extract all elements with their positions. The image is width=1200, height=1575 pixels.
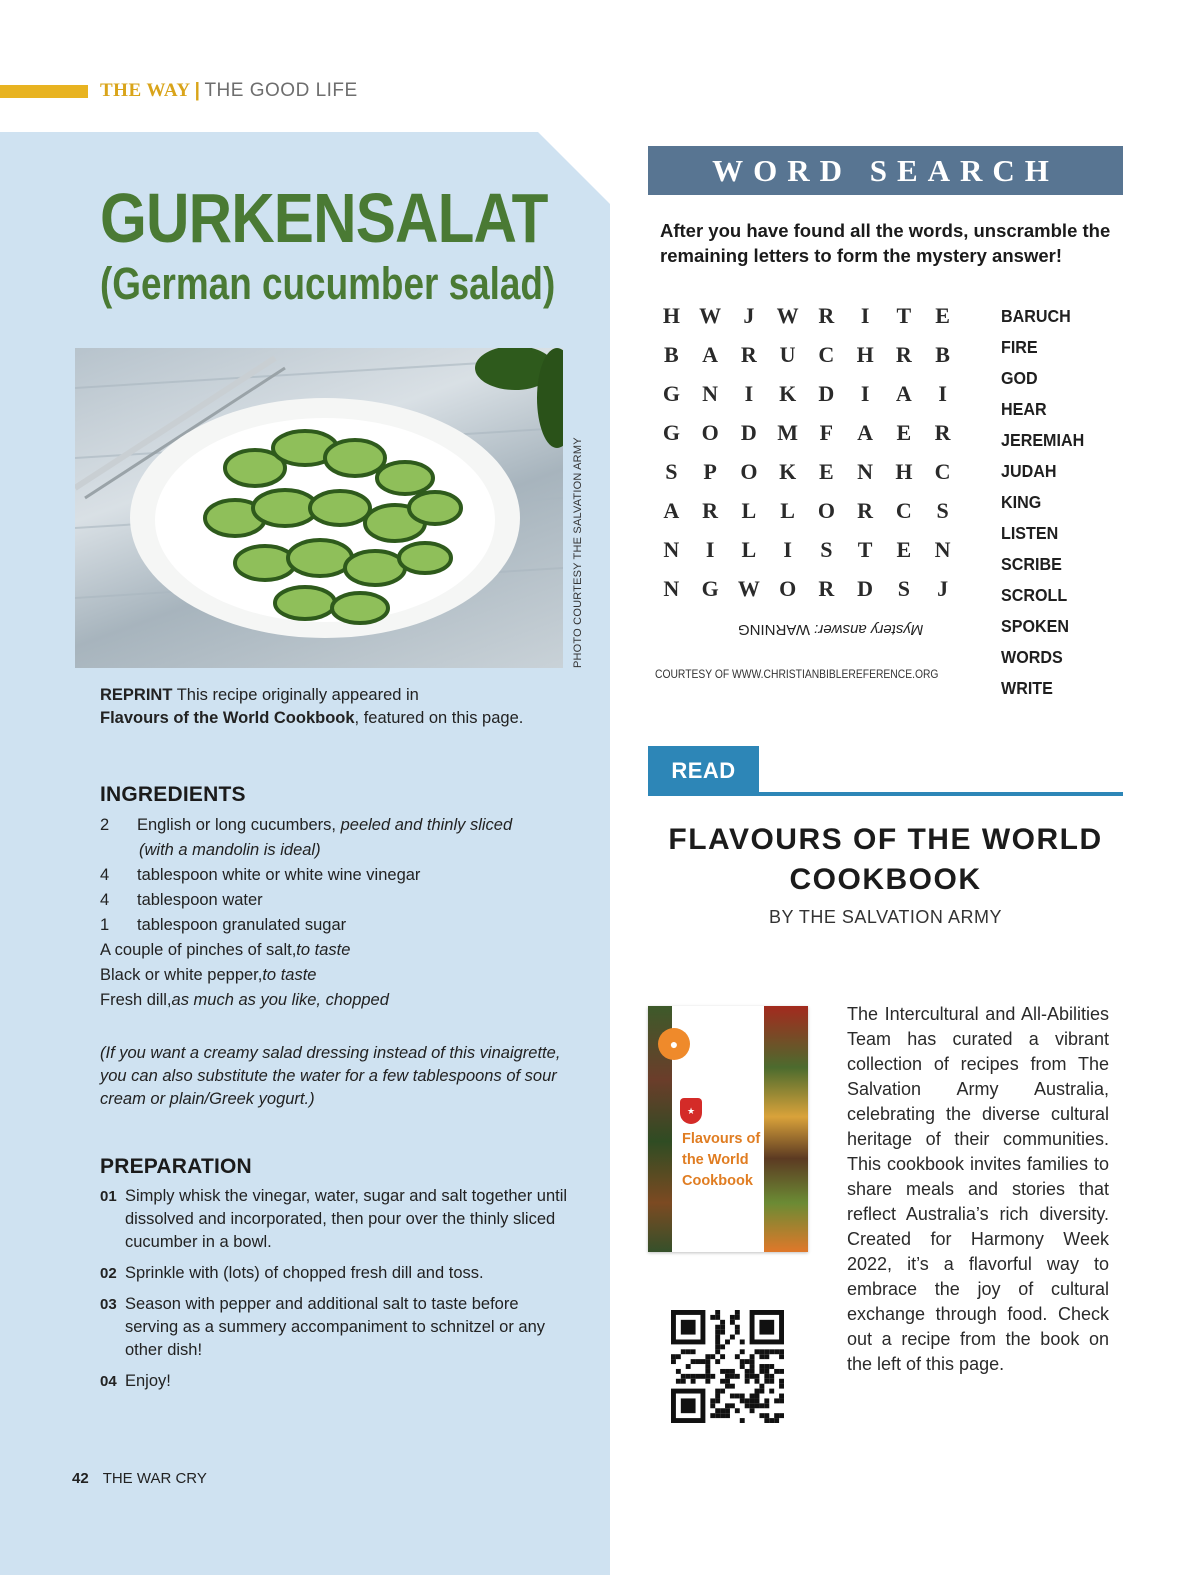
grid-letter: T — [896, 303, 912, 328]
book-title: FLAVOURS OF THE WORLD COOKBOOK — [668, 823, 1103, 896]
grid-letter: D — [857, 576, 874, 601]
ingredient-item: English or long cucumbers, — [137, 816, 341, 834]
reprint-label: REPRINT — [100, 686, 173, 704]
ingredient-row — [100, 888, 580, 913]
ingredient-row — [100, 938, 580, 963]
word-list-item: BARUCH — [1001, 306, 1071, 326]
word-list-item: JUDAH — [1001, 461, 1057, 481]
grid-letter: H — [856, 342, 874, 367]
ingredient-note: to taste — [262, 966, 317, 984]
ingredient-row — [100, 913, 580, 938]
step-text: Season with pepper and additional salt to taste before serving as a summery accompaniment to schnitzel or any other dish! — [125, 1295, 546, 1359]
grid-row — [652, 571, 962, 610]
grid-letter: R — [702, 498, 719, 523]
grid-row — [652, 454, 962, 493]
ingredient-item: tablespoon white or white wine vinegar — [137, 866, 421, 884]
grid-letter: J — [743, 303, 755, 328]
grid-row — [652, 376, 962, 415]
grid-letter: R — [818, 576, 835, 601]
reprint-book: Flavours of the World Cookbook — [100, 709, 355, 727]
ingredient-row — [100, 963, 580, 988]
ingredient-qty: 4 — [100, 866, 110, 884]
mystery-answer — [738, 621, 923, 638]
step-row — [100, 1185, 570, 1254]
grid-letter: S — [897, 576, 910, 601]
ingredient-qty: 4 — [100, 891, 110, 909]
reprint-note — [100, 684, 590, 730]
word-list-item: WRITE — [1001, 678, 1053, 698]
grid-letter: N — [934, 537, 951, 562]
word-list-item: KING — [1001, 492, 1042, 512]
ingredient-item: Black or white pepper, — [100, 966, 263, 984]
grid-letter: R — [818, 303, 835, 328]
grid-letter: O — [701, 420, 719, 445]
cookbook-cover-image — [648, 1006, 808, 1252]
word-list — [1001, 301, 1084, 704]
step-number: 01 — [100, 1188, 117, 1205]
grid-letter: T — [857, 537, 873, 562]
section-header — [100, 80, 358, 102]
reprint-text: This recipe originally appeared in — [172, 686, 419, 704]
book-byline: BY THE SALVATION ARMY — [769, 907, 1002, 927]
book-description: The Intercultural and All-Abilities Team has curated a vibrant collection of recipes from The Salvation Army Australia, celebrating the diverse cultural heritage of their communities. This cookbook invites families to share meals and stories that reflect Australia’s rich diversity. Created for Harmony Week 2022, it’s a flavorful way to embrace the joy of cultural exchange through food. Check out a recipe from the book on the left of this page. — [847, 1004, 1109, 1374]
grid-row — [652, 337, 962, 376]
read-tab: READ — [648, 746, 759, 794]
salad-illustration — [75, 348, 563, 668]
grid-letter: E — [819, 459, 834, 484]
ingredient-note: as much as you like, chopped — [171, 991, 389, 1009]
step-number: 03 — [100, 1296, 117, 1313]
grid-letter: C — [818, 342, 835, 367]
ingredient-row — [100, 838, 580, 863]
people-icon: ● — [658, 1028, 690, 1060]
grid-letter: E — [896, 420, 912, 445]
grid-letter: N — [857, 459, 874, 484]
grid-letter: L — [780, 498, 795, 523]
step-row — [100, 1262, 570, 1285]
step-row — [100, 1370, 570, 1393]
grid-letter: A — [895, 381, 912, 406]
ingredient-row — [100, 813, 580, 838]
grid-letter: O — [779, 576, 797, 601]
word-list-item: SCRIBE — [1001, 554, 1062, 574]
grid-letter: N — [702, 381, 719, 406]
word-list-item: FIRE — [1001, 337, 1038, 357]
grid-letter: R — [934, 420, 951, 445]
recipe-subtitle: (German cucumber salad) — [100, 258, 556, 309]
section-name: THE WAY — [100, 80, 191, 101]
ingredient-item: tablespoon water — [137, 891, 263, 909]
grid-letter: N — [663, 576, 680, 601]
grid-letter: D — [818, 381, 835, 406]
grid-letter: P — [703, 459, 717, 484]
ingredient-item: Fresh dill, — [100, 991, 172, 1009]
grid-letter: N — [663, 537, 680, 562]
page-number: 42 — [72, 1470, 89, 1487]
ingredients-heading: INGREDIENTS — [100, 783, 246, 806]
grid-letter: R — [857, 498, 874, 523]
word-list-item: SPOKEN — [1001, 616, 1069, 636]
grid-row — [652, 493, 962, 532]
ingredient-item: tablespoon granulated sugar — [137, 916, 347, 934]
word-list-item: WORDS — [1001, 647, 1063, 667]
word-list-item: SCROLL — [1001, 585, 1068, 605]
cucumber-salad-photo — [75, 348, 563, 668]
grid-letter: G — [701, 576, 719, 601]
grid-letter: A — [663, 498, 680, 523]
publication-name: THE WAR CRY — [102, 1470, 207, 1487]
grid-row — [652, 298, 962, 337]
ingredient-qty: 1 — [100, 916, 110, 934]
ingredient-qty — [100, 838, 137, 863]
word-list-item: LISTEN — [1001, 523, 1059, 543]
qr-code[interactable] — [670, 1310, 785, 1423]
recipe-title: GURKENSALAT — [100, 179, 548, 257]
word-list-item: HEAR — [1001, 399, 1047, 419]
grid-letter: J — [937, 576, 949, 601]
section-separator: | — [194, 80, 201, 101]
step-number: 02 — [100, 1265, 117, 1282]
grid-letter: O — [817, 498, 835, 523]
grid-letter: B — [935, 342, 950, 367]
ingredient-note: (with a mandolin is ideal) — [139, 841, 321, 859]
grid-letter: G — [662, 381, 680, 406]
grid-letter: I — [783, 537, 792, 562]
preparation-steps — [100, 1185, 570, 1401]
ingredient-item: A couple of pinches of salt, — [100, 941, 297, 959]
photo-credit: PHOTO COURTESY THE SALVATION ARMY — [572, 437, 584, 668]
grid-letter: H — [662, 303, 680, 328]
ingredient-note: peeled and thinly sliced — [340, 816, 513, 834]
ingredient-qty: 2 — [100, 816, 110, 834]
word-search-grid — [652, 298, 962, 610]
cover-title: Flavours of the World Cookbook — [682, 1131, 761, 1189]
grid-letter: W — [699, 303, 722, 328]
grid-letter: S — [936, 498, 949, 523]
grid-letter: R — [895, 342, 912, 367]
grid-letter: S — [665, 459, 678, 484]
grid-letter: I — [938, 381, 947, 406]
ingredients-list — [100, 813, 580, 1013]
step-text: Simply whisk the vinegar, water, sugar and salt together until dissolved and incorporated, then pour over the thinly sliced cucumber in a bowl. — [125, 1187, 568, 1251]
grid-letter: L — [741, 498, 757, 523]
step-text: Enjoy! — [125, 1372, 171, 1390]
grid-letter: I — [744, 381, 754, 406]
grid-letter: S — [820, 537, 833, 562]
grid-letter: C — [934, 459, 951, 484]
grid-letter: C — [895, 498, 912, 523]
grid-letter: B — [664, 342, 679, 367]
grid-letter: K — [779, 459, 797, 484]
grid-letter: W — [737, 576, 760, 601]
grid-row — [652, 415, 962, 454]
step-number: 04 — [100, 1373, 117, 1390]
ingredient-row — [100, 863, 580, 888]
grid-letter: A — [702, 342, 719, 367]
word-search-courtesy: COURTESY OF WWW.CHRISTIANBIBLEREFERENCE.ORG — [655, 667, 939, 681]
word-search-instructions: After you have found all the words, unscramble the remaining letters to form the mystery answer! — [660, 220, 1111, 266]
grid-letter: R — [740, 342, 757, 367]
step-text: Sprinkle with (lots) of chopped fresh dill and toss. — [125, 1264, 484, 1282]
step-row — [100, 1293, 570, 1362]
word-list-item: JEREMIAH — [1001, 430, 1085, 450]
grid-letter: K — [779, 381, 797, 406]
grid-letter: I — [860, 381, 870, 406]
grid-letter: U — [779, 342, 796, 367]
grid-letter: O — [740, 459, 758, 484]
mystery-value: WARNING — [738, 621, 810, 638]
mystery-label: Mystery answer: — [814, 621, 924, 638]
salvation-army-shield-icon: ★ — [680, 1098, 702, 1124]
grid-letter: E — [935, 303, 950, 328]
grid-letter: H — [895, 459, 913, 484]
grid-letter: E — [896, 537, 912, 562]
header-accent-bar — [0, 85, 88, 98]
grid-letter: L — [741, 537, 757, 562]
reprint-text-end: , featured on this page. — [354, 709, 524, 727]
subsection-name: THE GOOD LIFE — [204, 80, 358, 101]
grid-letter: G — [662, 420, 680, 445]
ingredient-row — [100, 988, 580, 1013]
grid-letter: F — [819, 420, 834, 445]
preparation-heading: PREPARATION — [100, 1155, 252, 1178]
ingredient-note: to taste — [296, 941, 351, 959]
grid-letter: I — [705, 537, 715, 562]
dressing-note: (If you want a creamy salad dressing instead of this vinaigrette, you can also substitute the water for a few tablespoons of sour cream or plain/Greek yogurt.) — [100, 1044, 561, 1108]
grid-letter: I — [860, 303, 870, 328]
word-search-heading: WORD SEARCH — [648, 146, 1123, 195]
cover-vegetables-right — [764, 1006, 808, 1252]
page-footer — [72, 1470, 207, 1487]
grid-letter: A — [857, 420, 874, 445]
grid-letter: D — [740, 420, 757, 445]
grid-letter: W — [776, 303, 799, 328]
grid-letter: M — [777, 420, 798, 445]
word-list-item: GOD — [1001, 368, 1038, 388]
grid-row — [652, 532, 962, 571]
